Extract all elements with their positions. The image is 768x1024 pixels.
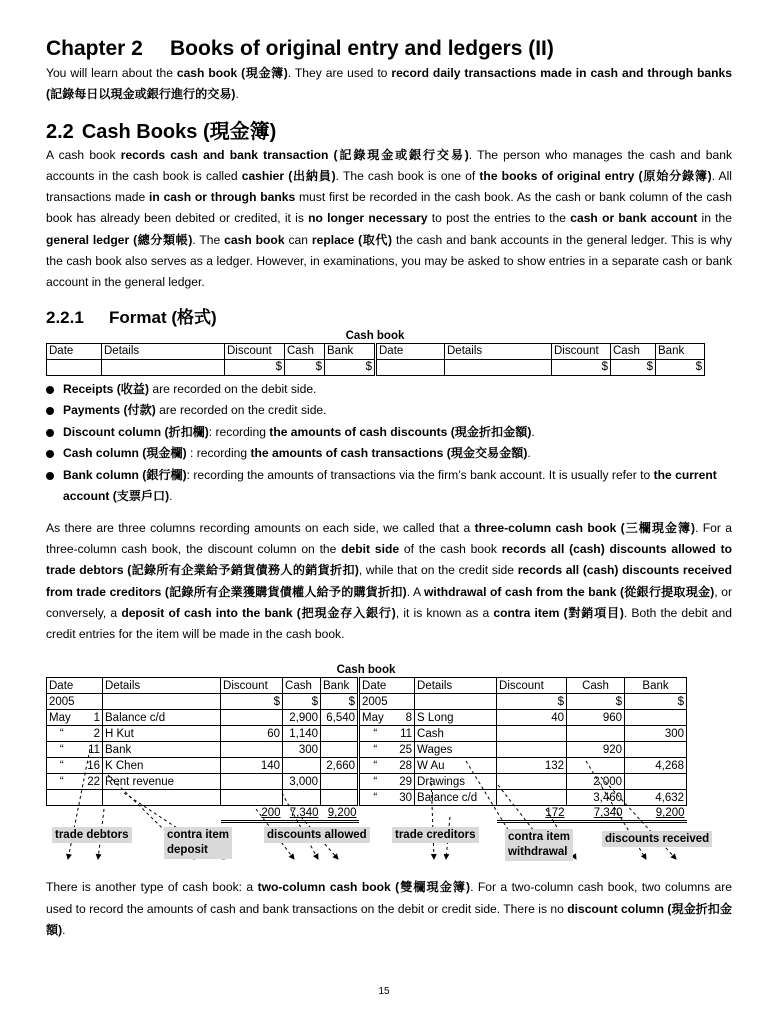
bullet-dot-icon (46, 429, 54, 437)
unit-cell: $ (552, 359, 611, 375)
table-cell: “ (47, 758, 77, 774)
total-spacer (359, 806, 497, 822)
two-column-paragraph: There is another type of cash book: a two-column cash book (雙欄現金簿). For a two-column cash book, two columns are used to record the amounts of cash and bank transactions on the debit or credit side. There is no discount column (現金折扣金額). (46, 880, 733, 938)
table-cell (221, 774, 283, 790)
table-cell: Wages (415, 742, 497, 758)
unit-cell: $ (321, 694, 359, 710)
unit-cell: $ (497, 694, 567, 710)
total-cell: 7,340 (567, 806, 625, 822)
bullet-dot-icon (46, 472, 54, 480)
header-cell: Details (102, 343, 225, 359)
header-cell: Cash (567, 678, 625, 694)
header-cell: Date (47, 678, 103, 694)
example-table-caption: Cash book (336, 664, 396, 677)
table-cell: “ (359, 758, 391, 774)
table-cell: Balance c/d (415, 790, 497, 806)
table-cell (283, 790, 321, 806)
unit-cell (445, 359, 552, 375)
header-cell: Bank (321, 678, 359, 694)
bullet-receipts: Receipts (收益) are recorded on the debit side. (46, 379, 732, 401)
table-cell: 1 (77, 710, 103, 726)
header-cell: Discount (497, 678, 567, 694)
subsection-number: 2.2.1 (46, 307, 84, 327)
header-cell: Date (359, 678, 415, 694)
table-cell: 1,140 (283, 726, 321, 742)
unit-cell: $ (285, 359, 325, 375)
table-cell: 4,268 (625, 758, 687, 774)
bullet-discount-column: Discount column (折扣欄): recording the amounts of cash discounts (現金折扣金額). (46, 422, 732, 444)
bullet-cash-column: Cash column (現金欄) : recording the amounts of cash transactions (現金交易金額). (46, 443, 732, 465)
bullet-dot-icon (46, 407, 54, 415)
table-cell: “ (359, 726, 391, 742)
example-header-row (47, 678, 687, 694)
intro-paragraph: You will learn about the cash book (現金簿). They are used to record daily transactions made in cash and through banks (記錄每日以現金或銀行進行的交易). (46, 66, 732, 102)
label-trade-debtors: trade debtors (52, 827, 132, 843)
table-cell: Drawings (415, 774, 497, 790)
table-cell (625, 774, 687, 790)
table-row (47, 710, 687, 726)
bullet-bank-column: Bank column (銀行欄): recording the amounts of transactions via the firm’s bank account. It is usually refer to the current account (支票戶口). (46, 465, 732, 508)
table-cell: “ (359, 790, 391, 806)
header-cell: Discount (552, 343, 611, 359)
label-discounts-received: discounts received (602, 831, 712, 847)
table-cell (625, 710, 687, 726)
table-cell (497, 742, 567, 758)
table-cell (497, 774, 567, 790)
section-name: Cash Books (現金簿) (81, 120, 277, 143)
label-discounts-allowed: discounts allowed (264, 827, 370, 843)
table-cell: 140 (221, 758, 283, 774)
three-column-paragraph: As there are three columns recording amounts on each side, we called that a three-column cash book (三欄現金簿). For a three-column cash book, the discount column on the debit side of the cash book records all (cash) discounts allowed to trade debtors (記錄所有企業給予銷貨債務人的銷貨折扣), while that on the credit side records all (cash) discounts received from trade creditors (記錄所有企業獲購貨債權人給予的購貨折扣). A withdrawal of cash from the bank (從銀行提取現金), or conversely, a deposit of cash into the bank (把現金存入銀行), it is known as a contra item (對銷項目). Both the debit and credit entries for the item will be made in the cash book. (46, 520, 733, 642)
table-cell (221, 742, 283, 758)
table-cell: 3,460 (567, 790, 625, 806)
header-cell: Cash (285, 343, 325, 359)
header-cell: Bank (625, 678, 687, 694)
bullet-payments: Payments (付款) are recorded on the credit side. (46, 400, 732, 422)
cash-book-paragraph: A cash book records cash and bank transaction (記錄現金或銀行交易). The person who manages the cash and bank accounts in the cash book is called cashier (出納員). The cash book is one of the books of original entry (原始分錄簿). All transactions made in cash or through banks must first be recorded in the cash book. As the cash or bank column of the cash book has already been debited or credited, it is no longer necessary to post the entries to the cash or bank account in the general ledger (總分類帳). The cash book can replace (取代) the cash and bank accounts in the general ledger. This is why the cash book also serves as a ledger. However, in examinations, you may be asked to show entries in a separate cash or bank account in the general ledger. (46, 147, 732, 290)
table-cell: W Au (415, 758, 497, 774)
table-cell: Cash (415, 726, 497, 742)
example-cash-book-wrapper (46, 677, 732, 823)
header-cell: Date (376, 343, 445, 359)
table-row (47, 758, 687, 774)
label-trade-creditors: trade creditors (392, 827, 479, 843)
chapter-title (46, 36, 732, 62)
table-cell (321, 790, 359, 806)
table-cell: “ (47, 742, 77, 758)
subsection-name: Format (格式) (109, 307, 217, 327)
unit-cell: $ (611, 359, 656, 375)
table-cell: 3,000 (283, 774, 321, 790)
example-cash-book-table (46, 677, 687, 823)
subsection-title (46, 307, 732, 329)
total-cell: 9,200 (625, 806, 687, 822)
unit-cell (102, 359, 225, 375)
table-cell (221, 790, 283, 806)
table-cell: 6,540 (321, 710, 359, 726)
header-cell: Details (103, 678, 221, 694)
header-cell: Discount (225, 343, 285, 359)
chapter-number: Chapter 2 (46, 37, 143, 60)
table-cell: 22 (77, 774, 103, 790)
table-cell (497, 790, 567, 806)
table-cell: 2 (77, 726, 103, 742)
table-cell (77, 790, 103, 806)
table-cell: 920 (567, 742, 625, 758)
format-header-row (47, 343, 705, 359)
table-cell: “ (47, 774, 77, 790)
header-cell: Date (47, 343, 102, 359)
format-table-caption: Cash book (345, 329, 405, 342)
table-cell (567, 726, 625, 742)
table-row (47, 726, 687, 742)
table-cell: “ (47, 726, 77, 742)
table-cell: 2,000 (567, 774, 625, 790)
table-cell: 60 (221, 726, 283, 742)
unit-cell: $ (656, 359, 705, 375)
example-body (47, 710, 687, 806)
unit-cell: $ (325, 359, 376, 375)
unit-cell: $ (625, 694, 687, 710)
table-cell: 2,660 (321, 758, 359, 774)
header-cell: Cash (611, 343, 656, 359)
column-bullet-list (46, 379, 732, 508)
table-cell (103, 790, 221, 806)
year-cell: 2005 (47, 694, 103, 710)
table-cell: 40 (497, 710, 567, 726)
table-cell: 8 (391, 710, 415, 726)
annotation-labels (46, 823, 732, 867)
unit-cell: $ (567, 694, 625, 710)
unit-cell (47, 359, 102, 375)
table-cell: 29 (391, 774, 415, 790)
table-cell: H Kut (103, 726, 221, 742)
page (46, 36, 732, 941)
bullet-dot-icon (46, 386, 54, 394)
bullet-dot-icon (46, 450, 54, 458)
header-cell: Details (415, 678, 497, 694)
header-cell: Details (445, 343, 552, 359)
table-cell: 25 (391, 742, 415, 758)
table-cell: “ (359, 774, 391, 790)
unit-cell (376, 359, 445, 375)
total-spacer (47, 806, 221, 822)
table-cell: 4,632 (625, 790, 687, 806)
total-cell: 172 (497, 806, 567, 822)
table-cell (47, 790, 77, 806)
table-row (47, 790, 687, 806)
section-title (46, 120, 732, 144)
table-cell: 30 (391, 790, 415, 806)
label-contra-deposit: contra item deposit (164, 827, 232, 859)
year-cell: 2005 (359, 694, 415, 710)
total-cell: 200 (221, 806, 283, 822)
table-cell (625, 742, 687, 758)
table-cell: 300 (283, 742, 321, 758)
table-cell: May (359, 710, 391, 726)
table-cell: “ (359, 742, 391, 758)
table-row (47, 774, 687, 790)
table-cell: May (47, 710, 77, 726)
table-cell: S Long (415, 710, 497, 726)
table-cell (567, 758, 625, 774)
table-cell (221, 710, 283, 726)
table-cell (321, 742, 359, 758)
example-year-row (47, 694, 687, 710)
example-total-row (47, 806, 687, 822)
unit-cell: $ (283, 694, 321, 710)
page-number: 15 (378, 986, 390, 997)
table-cell: Bank (103, 742, 221, 758)
total-cell: 9,200 (321, 806, 359, 822)
total-cell: 7,340 (283, 806, 321, 822)
table-cell: Rent revenue (103, 774, 221, 790)
table-cell: 11 (77, 742, 103, 758)
table-cell: 300 (625, 726, 687, 742)
table-row (47, 742, 687, 758)
table-cell (321, 726, 359, 742)
header-cell: Discount (221, 678, 283, 694)
table-cell: K Chen (103, 758, 221, 774)
table-cell: Balance c/d (103, 710, 221, 726)
header-cell: Cash (283, 678, 321, 694)
table-cell (321, 774, 359, 790)
header-cell: Bank (656, 343, 705, 359)
table-cell: 960 (567, 710, 625, 726)
table-cell (497, 726, 567, 742)
label-contra-withdrawal: contra item withdrawal (505, 829, 573, 861)
table-cell: 28 (391, 758, 415, 774)
year-cell (415, 694, 497, 710)
table-cell: 11 (391, 726, 415, 742)
section-number: 2.2 (46, 120, 74, 143)
table-cell: 132 (497, 758, 567, 774)
table-cell: 2,900 (283, 710, 321, 726)
table-cell: 16 (77, 758, 103, 774)
table-cell (283, 758, 321, 774)
chapter-name: Books of original entry and ledgers (II) (170, 37, 554, 60)
year-cell (103, 694, 221, 710)
unit-cell: $ (225, 359, 285, 375)
unit-cell: $ (221, 694, 283, 710)
format-cash-book-table (46, 343, 705, 376)
format-unit-row (47, 359, 705, 375)
header-cell: Bank (325, 343, 376, 359)
